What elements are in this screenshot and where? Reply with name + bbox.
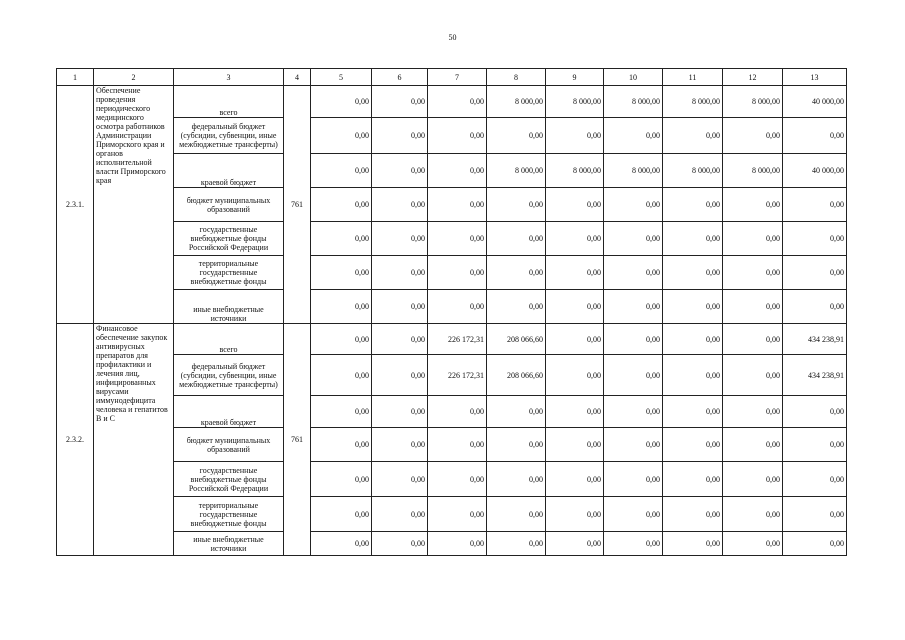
value-cell: 0,00 (372, 355, 428, 396)
value-cell: 0,00 (372, 532, 428, 556)
value-cell: 0,00 (487, 188, 546, 222)
value-cell: 0,00 (372, 118, 428, 154)
value-cell: 0,00 (311, 532, 372, 556)
table-row (57, 324, 847, 355)
column-header: 11 (663, 69, 723, 86)
value-cell: 0,00 (783, 188, 847, 222)
value-cell: 0,00 (723, 462, 783, 497)
budget-table (56, 68, 847, 556)
value-cell: 40 000,00 (783, 86, 847, 118)
value-cell: 0,00 (428, 290, 487, 324)
value-cell: 0,00 (783, 532, 847, 556)
value-cell: 226 172,31 (428, 324, 487, 355)
value-cell: 0,00 (311, 290, 372, 324)
value-cell: 8 000,00 (546, 154, 604, 188)
funding-source: всего (174, 86, 284, 118)
column-header: 6 (372, 69, 428, 86)
section-number: 2.3.1. (57, 86, 94, 324)
value-cell: 0,00 (783, 256, 847, 290)
value-cell: 0,00 (546, 324, 604, 355)
funding-source: территориальные государственные внебюджетные фонды (174, 256, 284, 290)
value-cell: 0,00 (311, 324, 372, 355)
value-cell: 0,00 (604, 497, 663, 532)
value-cell: 0,00 (311, 428, 372, 462)
value-cell: 0,00 (428, 428, 487, 462)
value-cell: 0,00 (428, 86, 487, 118)
value-cell: 0,00 (546, 462, 604, 497)
value-cell: 0,00 (311, 154, 372, 188)
value-cell: 0,00 (487, 497, 546, 532)
value-cell: 0,00 (372, 428, 428, 462)
value-cell: 0,00 (663, 532, 723, 556)
value-cell: 8 000,00 (663, 154, 723, 188)
value-cell: 0,00 (487, 428, 546, 462)
value-cell: 0,00 (428, 497, 487, 532)
value-cell: 0,00 (546, 222, 604, 256)
table-row (57, 428, 847, 462)
value-cell: 0,00 (604, 256, 663, 290)
value-cell: 0,00 (783, 428, 847, 462)
value-cell: 0,00 (372, 154, 428, 188)
table-row (57, 532, 847, 556)
funding-source: бюджет муниципальных образований (174, 188, 284, 222)
column-header: 8 (487, 69, 546, 86)
value-cell: 0,00 (723, 532, 783, 556)
value-cell: 434 238,91 (783, 355, 847, 396)
funding-source: федеральный бюджет (субсидии, субвенции, иные межбюджетные трансферты) (174, 355, 284, 396)
value-cell: 0,00 (311, 188, 372, 222)
value-cell: 0,00 (311, 497, 372, 532)
value-cell: 0,00 (546, 396, 604, 428)
value-cell: 0,00 (372, 324, 428, 355)
value-cell: 0,00 (428, 396, 487, 428)
value-cell: 0,00 (311, 462, 372, 497)
table-row (57, 222, 847, 256)
funding-source: иные внебюджетные источники (174, 532, 284, 556)
value-cell: 0,00 (311, 222, 372, 256)
value-cell: 208 066,60 (487, 324, 546, 355)
column-header: 10 (604, 69, 663, 86)
funding-source: территориальные государственные внебюджетные фонды (174, 497, 284, 532)
value-cell: 0,00 (487, 118, 546, 154)
value-cell: 0,00 (372, 462, 428, 497)
value-cell: 0,00 (487, 532, 546, 556)
value-cell: 0,00 (604, 462, 663, 497)
value-cell: 0,00 (723, 256, 783, 290)
section-number: 2.3.2. (57, 324, 94, 556)
value-cell: 0,00 (604, 118, 663, 154)
value-cell: 0,00 (783, 462, 847, 497)
value-cell: 8 000,00 (487, 154, 546, 188)
value-cell: 0,00 (663, 256, 723, 290)
column-header: 2 (94, 69, 174, 86)
value-cell: 0,00 (604, 188, 663, 222)
funding-source: всего (174, 324, 284, 355)
budget-code: 761 (284, 324, 311, 556)
funding-source: государственные внебюджетные фонды Российской Федерации (174, 222, 284, 256)
section-description: Обеспечение проведения периодического медицинского осмотра работников Администрации Приморского края и органов исполнительной власти Приморского края (94, 86, 174, 324)
value-cell: 0,00 (783, 290, 847, 324)
value-cell: 0,00 (487, 222, 546, 256)
value-cell: 0,00 (604, 324, 663, 355)
funding-source: краевой бюджет (174, 396, 284, 428)
value-cell: 0,00 (372, 86, 428, 118)
value-cell: 0,00 (372, 188, 428, 222)
page-number: 50 (448, 33, 457, 42)
table-row (57, 355, 847, 396)
value-cell: 0,00 (663, 355, 723, 396)
value-cell: 0,00 (783, 396, 847, 428)
value-cell: 0,00 (604, 396, 663, 428)
value-cell: 0,00 (546, 188, 604, 222)
value-cell: 0,00 (372, 497, 428, 532)
value-cell: 0,00 (428, 256, 487, 290)
funding-source: государственные внебюджетные фонды Российской Федерации (174, 462, 284, 497)
column-header: 5 (311, 69, 372, 86)
value-cell: 0,00 (372, 290, 428, 324)
value-cell: 8 000,00 (604, 86, 663, 118)
value-cell: 8 000,00 (546, 86, 604, 118)
column-header: 9 (546, 69, 604, 86)
value-cell: 0,00 (663, 324, 723, 355)
column-header: 7 (428, 69, 487, 86)
value-cell: 0,00 (546, 256, 604, 290)
table-row (57, 86, 847, 118)
table-row (57, 290, 847, 324)
value-cell: 8 000,00 (723, 86, 783, 118)
value-cell: 0,00 (428, 462, 487, 497)
value-cell: 0,00 (487, 256, 546, 290)
value-cell: 0,00 (604, 222, 663, 256)
value-cell: 0,00 (372, 222, 428, 256)
budget-code: 761 (284, 86, 311, 324)
column-number-row (57, 69, 847, 86)
value-cell: 0,00 (311, 355, 372, 396)
table-row (57, 118, 847, 154)
column-header: 3 (174, 69, 284, 86)
value-cell: 0,00 (372, 396, 428, 428)
table-row (57, 396, 847, 428)
value-cell: 0,00 (663, 497, 723, 532)
value-cell: 0,00 (546, 118, 604, 154)
table-row (57, 188, 847, 222)
value-cell: 0,00 (311, 396, 372, 428)
value-cell: 0,00 (546, 532, 604, 556)
funding-source: иные внебюджетные источники (174, 290, 284, 324)
value-cell: 0,00 (723, 497, 783, 532)
value-cell: 0,00 (311, 118, 372, 154)
value-cell: 0,00 (723, 222, 783, 256)
value-cell: 0,00 (663, 396, 723, 428)
value-cell: 0,00 (487, 290, 546, 324)
value-cell: 208 066,60 (487, 355, 546, 396)
value-cell: 0,00 (783, 222, 847, 256)
value-cell: 0,00 (311, 256, 372, 290)
column-header: 13 (783, 69, 847, 86)
value-cell: 0,00 (428, 118, 487, 154)
value-cell: 0,00 (604, 290, 663, 324)
value-cell: 0,00 (663, 222, 723, 256)
table-row (57, 154, 847, 188)
column-header: 1 (57, 69, 94, 86)
value-cell: 0,00 (783, 118, 847, 154)
value-cell: 0,00 (663, 290, 723, 324)
section-description: Финансовое обеспечение закупок антивирусных препаратов для профилактики и лечения лиц, инфицированных вирусами иммунодефицита человека и гепатитов В и С (94, 324, 174, 556)
value-cell: 8 000,00 (487, 86, 546, 118)
column-header: 4 (284, 69, 311, 86)
value-cell: 40 000,00 (783, 154, 847, 188)
value-cell: 0,00 (546, 355, 604, 396)
value-cell: 0,00 (546, 497, 604, 532)
value-cell: 0,00 (663, 428, 723, 462)
value-cell: 0,00 (546, 428, 604, 462)
funding-source: федеральный бюджет (субсидии, субвенции, иные межбюджетные трансферты) (174, 118, 284, 154)
value-cell: 0,00 (487, 396, 546, 428)
table-row (57, 462, 847, 497)
funding-source: краевой бюджет (174, 154, 284, 188)
value-cell: 0,00 (723, 324, 783, 355)
value-cell: 0,00 (604, 532, 663, 556)
value-cell: 0,00 (487, 462, 546, 497)
value-cell: 0,00 (723, 118, 783, 154)
value-cell: 0,00 (663, 462, 723, 497)
value-cell: 0,00 (428, 532, 487, 556)
value-cell: 0,00 (723, 428, 783, 462)
value-cell: 434 238,91 (783, 324, 847, 355)
value-cell: 226 172,31 (428, 355, 487, 396)
column-header: 12 (723, 69, 783, 86)
value-cell: 0,00 (783, 497, 847, 532)
funding-source: бюджет муниципальных образований (174, 428, 284, 462)
value-cell: 0,00 (604, 355, 663, 396)
value-cell: 0,00 (372, 256, 428, 290)
table-row (57, 256, 847, 290)
value-cell: 0,00 (546, 290, 604, 324)
value-cell: 0,00 (311, 86, 372, 118)
value-cell: 8 000,00 (723, 154, 783, 188)
value-cell: 0,00 (663, 118, 723, 154)
value-cell: 8 000,00 (663, 86, 723, 118)
value-cell: 0,00 (723, 396, 783, 428)
table-row (57, 497, 847, 532)
value-cell: 0,00 (723, 290, 783, 324)
value-cell: 8 000,00 (604, 154, 663, 188)
value-cell: 0,00 (723, 355, 783, 396)
value-cell: 0,00 (604, 428, 663, 462)
value-cell: 0,00 (428, 222, 487, 256)
value-cell: 0,00 (723, 188, 783, 222)
value-cell: 0,00 (663, 188, 723, 222)
value-cell: 0,00 (428, 154, 487, 188)
value-cell: 0,00 (428, 188, 487, 222)
